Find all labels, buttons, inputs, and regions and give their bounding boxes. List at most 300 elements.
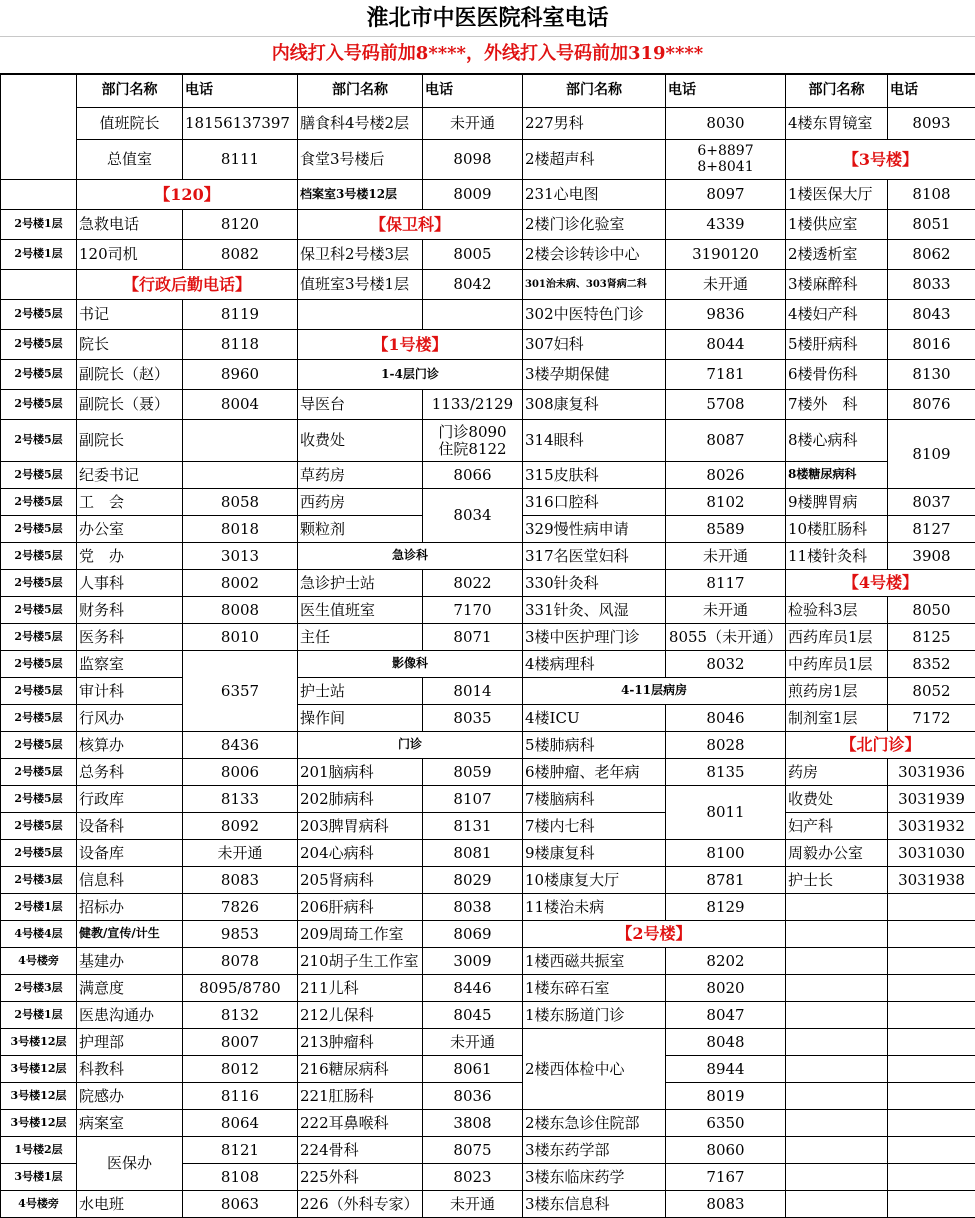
subsection-ward: 4-11层病房 <box>523 678 786 705</box>
blank-cell <box>888 1002 975 1029</box>
dept-name: 副院长（赵） <box>77 360 183 390</box>
phone-number: 7167 <box>666 1164 786 1191</box>
phone-number: 8064 <box>183 1110 298 1137</box>
dept-name: 317名医堂妇科 <box>523 543 666 570</box>
dept-name: 6楼骨伤科 <box>786 360 888 390</box>
dept-name: 医患沟通办 <box>77 1002 183 1029</box>
table-row <box>1 1110 975 1137</box>
dept-name: 3楼中医护理门诊 <box>523 624 666 651</box>
dept-name: 10楼肛肠科 <box>786 516 888 543</box>
dept-name: 1楼医保大厅 <box>786 180 888 210</box>
dept-name: 院感办 <box>77 1083 183 1110</box>
phone-number: 5708 <box>666 390 786 420</box>
table-row <box>1 813 975 840</box>
phone-number: 18156137397 <box>183 108 298 140</box>
dept-name: 212儿保科 <box>298 1002 423 1029</box>
dept-name: 满意度 <box>77 975 183 1002</box>
phone-number: 9853 <box>183 921 298 948</box>
phone-number: 7181 <box>666 360 786 390</box>
section-admin: 【行政后勤电话】 <box>77 270 298 300</box>
section-120: 【120】 <box>77 180 298 210</box>
dept-name: 病案室 <box>77 1110 183 1137</box>
dept-name: 11楼治未病 <box>523 894 666 921</box>
phone-number: 7170 <box>423 597 523 624</box>
location: 4号楼旁 <box>1 1191 77 1218</box>
phone-number: 8043 <box>888 300 975 330</box>
dept-name: 4楼ICU <box>523 705 666 732</box>
phone-number: 8107 <box>423 786 523 813</box>
dept-name: 3楼东信息科 <box>523 1191 666 1218</box>
dept-name: 草药房 <box>298 462 423 489</box>
location: 2号楼5层 <box>1 759 77 786</box>
phone-number: 8023 <box>423 1164 523 1191</box>
dept-name: 膳食科4号楼2层 <box>298 108 423 140</box>
location: 2号楼5层 <box>1 624 77 651</box>
blank-cell <box>786 1083 888 1110</box>
dept-name: 210胡子生工作室 <box>298 948 423 975</box>
dept-name: 3楼孕期保健 <box>523 360 666 390</box>
table-row <box>1 624 975 651</box>
phone-number: 8016 <box>888 330 975 360</box>
dept-name: 设备库 <box>77 840 183 867</box>
phone-number: 8082 <box>183 240 298 270</box>
table-row <box>1 1083 975 1110</box>
dept-name: 煎药房1层 <box>786 678 888 705</box>
dept-name: 审计科 <box>77 678 183 705</box>
dept-name: 4楼妇产科 <box>786 300 888 330</box>
dept-name: 211儿科 <box>298 975 423 1002</box>
dept-name: 7楼内七科 <box>523 813 666 840</box>
section-north-clinic: 【北门诊】 <box>786 732 975 759</box>
dept-name: 203脾胃病科 <box>298 813 423 840</box>
dept-name: 5楼肺病科 <box>523 732 666 759</box>
dept-name: 工 会 <box>77 489 183 516</box>
phone-number: 8026 <box>666 462 786 489</box>
location: 2号楼5层 <box>1 330 77 360</box>
location: 2号楼3层 <box>1 867 77 894</box>
subsection-1-4-clinic: 1-4层门诊 <box>298 360 523 390</box>
dept-name: 监察室 <box>77 651 183 678</box>
blank-cell <box>786 1110 888 1137</box>
phone-number: 8018 <box>183 516 298 543</box>
phone-number: 未开通 <box>666 270 786 300</box>
dept-name: 225外科 <box>298 1164 423 1191</box>
phone-number: 6350 <box>666 1110 786 1137</box>
col-header-phone: 电话 <box>423 75 523 108</box>
location: 2号楼5层 <box>1 678 77 705</box>
dept-name: 7楼外 科 <box>786 390 888 420</box>
phone-number: 8002 <box>183 570 298 597</box>
phone-number: 8030 <box>666 108 786 140</box>
phone-number: 8032 <box>666 651 786 678</box>
phone-number: 7172 <box>888 705 975 732</box>
phone-number: 8087 <box>666 420 786 462</box>
table-row <box>1 270 975 300</box>
dept-name: 科教科 <box>77 1056 183 1083</box>
phone-number: 8202 <box>666 948 786 975</box>
col-header-phone: 电话 <box>666 75 786 108</box>
blank-cell <box>298 300 423 330</box>
phone-number: 3031939 <box>888 786 975 813</box>
dept-name: 1楼东肠道门诊 <box>523 1002 666 1029</box>
phone-number: 8116 <box>183 1083 298 1110</box>
blank-cell <box>183 420 298 462</box>
phone-number: 8127 <box>888 516 975 543</box>
dept-name: 204心病科 <box>298 840 423 867</box>
phone-number: 未开通 <box>423 108 523 140</box>
location: 2号楼5层 <box>1 543 77 570</box>
dept-name: 2楼门诊化验室 <box>523 210 666 240</box>
phone-number: 8102 <box>666 489 786 516</box>
phone-number: 8108 <box>888 180 975 210</box>
dept-name: 操作间 <box>298 705 423 732</box>
blank-cell <box>888 1164 975 1191</box>
phone-number: 8076 <box>888 390 975 420</box>
location: 4号楼4层 <box>1 921 77 948</box>
phone-number: 8042 <box>423 270 523 300</box>
dept-name: 收费处 <box>786 786 888 813</box>
blank-cell <box>786 894 888 921</box>
blank-cell <box>1 180 77 210</box>
table-row <box>1 921 975 948</box>
dept-name: 党 办 <box>77 543 183 570</box>
table-row <box>1 597 975 624</box>
dept-name: 8楼糖尿病科 <box>786 462 888 489</box>
phone-number: 8051 <box>888 210 975 240</box>
dept-name: 205肾病科 <box>298 867 423 894</box>
page-title: 淮北市中医医院科室电话 <box>0 0 975 37</box>
phone-number: 3808 <box>423 1110 523 1137</box>
dept-name: 202肺病科 <box>298 786 423 813</box>
phone-number: 8009 <box>423 180 523 210</box>
page-subtitle: 内线打入号码前加8****，外线打入号码前加319**** <box>0 37 975 74</box>
dept-name: 307妇科 <box>523 330 666 360</box>
dept-name: 331针灸、风湿 <box>523 597 666 624</box>
phone-number: 未开通 <box>183 840 298 867</box>
table-row <box>1 840 975 867</box>
subsection-clinic: 门诊 <box>298 732 523 759</box>
table-header-row <box>1 75 975 108</box>
dept-name: 总值室 <box>77 140 183 180</box>
location: 2号楼5层 <box>1 705 77 732</box>
phone-number: 6357 <box>183 651 298 732</box>
phone-number: 3031932 <box>888 813 975 840</box>
section-security: 【保卫科】 <box>298 210 523 240</box>
phone-number: 未开通 <box>666 597 786 624</box>
table-row <box>1 462 975 489</box>
table-row <box>1 759 975 786</box>
dept-name: 231心电图 <box>523 180 666 210</box>
dept-name: 副院长 <box>77 420 183 462</box>
location: 2号楼5层 <box>1 300 77 330</box>
phone-number: 8095/8780 <box>183 975 298 1002</box>
dept-name: 收费处 <box>298 420 423 462</box>
dept-name: 设备科 <box>77 813 183 840</box>
dept-name: 周毅办公室 <box>786 840 888 867</box>
phone-number: 1133/2129 <box>423 390 523 420</box>
table-row <box>1 180 975 210</box>
phone-number: 8129 <box>666 894 786 921</box>
phone-number: 8036 <box>423 1083 523 1110</box>
phone-number: 8132 <box>183 1002 298 1029</box>
dept-name: 纪委书记 <box>77 462 183 489</box>
location: 3号楼1层 <box>1 1164 77 1191</box>
table-row <box>1 300 975 330</box>
dept-name: 行风办 <box>77 705 183 732</box>
dept-name: 213肿瘤科 <box>298 1029 423 1056</box>
dept-name: 2楼西体检中心 <box>523 1029 666 1110</box>
phone-number: 8960 <box>183 360 298 390</box>
table-row <box>1 240 975 270</box>
location: 3号楼12层 <box>1 1110 77 1137</box>
phone-number: 门诊8090 住院8122 <box>423 420 523 462</box>
dept-name: 导医台 <box>298 390 423 420</box>
phone-number: 8045 <box>423 1002 523 1029</box>
dept-name: 216糖尿病科 <box>298 1056 423 1083</box>
blank-cell <box>786 1191 888 1218</box>
table-row <box>1 786 975 813</box>
phone-number: 8060 <box>666 1137 786 1164</box>
dept-name: 制剂室1层 <box>786 705 888 732</box>
dept-name: 颗粒剂 <box>298 516 423 543</box>
phone-number: 8093 <box>888 108 975 140</box>
location: 2号楼5层 <box>1 651 77 678</box>
dept-name: 227男科 <box>523 108 666 140</box>
blank-cell <box>888 1137 975 1164</box>
col-header-dept: 部门名称 <box>786 75 888 108</box>
phone-number: 8005 <box>423 240 523 270</box>
location: 2号楼5层 <box>1 360 77 390</box>
phone-number: 8020 <box>666 975 786 1002</box>
dept-name: 1楼西磁共振室 <box>523 948 666 975</box>
phone-number: 8047 <box>666 1002 786 1029</box>
phone-number: 8078 <box>183 948 298 975</box>
phone-number: 3908 <box>888 543 975 570</box>
blank-cell <box>786 1137 888 1164</box>
phone-number: 8063 <box>183 1191 298 1218</box>
dept-name: 行政库 <box>77 786 183 813</box>
table-row <box>1 705 975 732</box>
phone-number: 8048 <box>666 1029 786 1056</box>
phone-number: 8130 <box>888 360 975 390</box>
dept-name: 224骨科 <box>298 1137 423 1164</box>
table-row <box>1 360 975 390</box>
dept-name: 2楼会诊转诊中心 <box>523 240 666 270</box>
table-row <box>1 543 975 570</box>
location: 2号楼5层 <box>1 462 77 489</box>
phone-number: 8012 <box>183 1056 298 1083</box>
phone-directory-table <box>0 74 975 1218</box>
table-row <box>1 975 975 1002</box>
blank-cell <box>183 462 298 489</box>
table-row <box>1 651 975 678</box>
phone-number: 8044 <box>666 330 786 360</box>
section-1hao-lou: 【1号楼】 <box>298 330 523 360</box>
phone-number: 8083 <box>666 1191 786 1218</box>
blank-cell <box>888 1056 975 1083</box>
phone-number: 8121 <box>183 1137 298 1164</box>
dept-name: 招标办 <box>77 894 183 921</box>
dept-name: 医保办 <box>77 1137 183 1191</box>
table-row <box>1 1002 975 1029</box>
dept-name: 329慢性病申请 <box>523 516 666 543</box>
table-row <box>1 1191 975 1218</box>
dept-name: 西药库员1层 <box>786 624 888 651</box>
blank-cell <box>786 948 888 975</box>
phone-number: 8035 <box>423 705 523 732</box>
phone-number: 8131 <box>423 813 523 840</box>
dept-name: 办公室 <box>77 516 183 543</box>
dept-name: 206肝病科 <box>298 894 423 921</box>
table-row <box>1 330 975 360</box>
dept-name: 314眼科 <box>523 420 666 462</box>
dept-name: 10楼康复大厅 <box>523 867 666 894</box>
col-header-dept: 部门名称 <box>523 75 666 108</box>
dept-name: 3楼东药学部 <box>523 1137 666 1164</box>
phone-number: 8071 <box>423 624 523 651</box>
dept-name: 8楼心病科 <box>786 420 888 462</box>
table-row <box>1 1137 975 1164</box>
phone-number: 8028 <box>666 732 786 759</box>
dept-name: 4楼东胃镜室 <box>786 108 888 140</box>
phone-number: 8059 <box>423 759 523 786</box>
dept-name: 1楼东碎石室 <box>523 975 666 1002</box>
phone-number: 3009 <box>423 948 523 975</box>
location: 2号楼5层 <box>1 390 77 420</box>
dept-name: 护士长 <box>786 867 888 894</box>
dept-name: 西药房 <box>298 489 423 516</box>
dept-name: 226（外科专家） <box>298 1191 423 1218</box>
table-row <box>1 678 975 705</box>
phone-number: 8034 <box>423 489 523 543</box>
dept-name: 核算办 <box>77 732 183 759</box>
phone-number: 8029 <box>423 867 523 894</box>
blank-cell <box>786 1164 888 1191</box>
phone-number: 3031936 <box>888 759 975 786</box>
dept-name: 5楼肝病科 <box>786 330 888 360</box>
dept-name: 护理部 <box>77 1029 183 1056</box>
location: 3号楼12层 <box>1 1083 77 1110</box>
dept-name: 11楼针灸科 <box>786 543 888 570</box>
table-row <box>1 108 975 140</box>
dept-name: 医务科 <box>77 624 183 651</box>
table-row <box>1 1056 975 1083</box>
phone-number: 3031030 <box>888 840 975 867</box>
phone-number: 8062 <box>888 240 975 270</box>
dept-name: 检验科3层 <box>786 597 888 624</box>
phone-number: 8117 <box>666 570 786 597</box>
phone-number: 8109 <box>888 420 975 489</box>
table-row <box>1 570 975 597</box>
dept-name: 书记 <box>77 300 183 330</box>
phone-number: 8022 <box>423 570 523 597</box>
phone-number: 8066 <box>423 462 523 489</box>
phone-number: 3031938 <box>888 867 975 894</box>
table-row <box>1 948 975 975</box>
blank-cell <box>888 894 975 921</box>
phone-number: 8069 <box>423 921 523 948</box>
phone-number: 8446 <box>423 975 523 1002</box>
blank-cell <box>423 300 523 330</box>
phone-number: 8135 <box>666 759 786 786</box>
dept-name: 食堂3号楼后 <box>298 140 423 180</box>
table-row <box>1 894 975 921</box>
dept-name: 1楼供应室 <box>786 210 888 240</box>
blank-cell <box>888 1029 975 1056</box>
dept-name: 值班院长 <box>77 108 183 140</box>
phone-number: 8075 <box>423 1137 523 1164</box>
phone-number: 8083 <box>183 867 298 894</box>
location: 2号楼1层 <box>1 894 77 921</box>
dept-name: 6楼肿瘤、老年病 <box>523 759 666 786</box>
dept-name: 值班室3号楼1层 <box>298 270 423 300</box>
location: 2号楼5层 <box>1 516 77 543</box>
phone-number: 8055（未开通） <box>666 624 786 651</box>
dept-name: 水电班 <box>77 1191 183 1218</box>
dept-name: 基建办 <box>77 948 183 975</box>
location: 2号楼5层 <box>1 786 77 813</box>
table-row <box>1 210 975 240</box>
blank-cell <box>1 270 77 300</box>
table-row <box>1 1029 975 1056</box>
phone-number: 8008 <box>183 597 298 624</box>
table-row <box>1 140 975 180</box>
dept-name: 2楼东急诊住院部 <box>523 1110 666 1137</box>
section-4hao-lou: 【4号楼】 <box>786 570 975 597</box>
phone-number: 8092 <box>183 813 298 840</box>
location: 4号楼旁 <box>1 948 77 975</box>
table-row <box>1 420 975 462</box>
table-row <box>1 390 975 420</box>
location: 2号楼5层 <box>1 420 77 462</box>
blank-cell <box>888 948 975 975</box>
dept-name: 120司机 <box>77 240 183 270</box>
subsection-imaging: 影像科 <box>298 651 523 678</box>
blank-cell <box>786 921 888 948</box>
phone-number: 8781 <box>666 867 786 894</box>
phone-number: 8033 <box>888 270 975 300</box>
phone-number: 8120 <box>183 210 298 240</box>
section-2hao-lou: 【2号楼】 <box>523 921 786 948</box>
location: 2号楼1层 <box>1 210 77 240</box>
phone-number: 8010 <box>183 624 298 651</box>
dept-name: 财务科 <box>77 597 183 624</box>
blank-cell <box>888 1083 975 1110</box>
dept-name: 医生值班室 <box>298 597 423 624</box>
dept-name: 护士站 <box>298 678 423 705</box>
dept-name: 药房 <box>786 759 888 786</box>
phone-number: 8081 <box>423 840 523 867</box>
phone-number: 8352 <box>888 651 975 678</box>
phone-number: 8118 <box>183 330 298 360</box>
phone-number: 8050 <box>888 597 975 624</box>
subsection-emergency: 急诊科 <box>298 543 523 570</box>
phone-number: 未开通 <box>423 1191 523 1218</box>
phone-number: 未开通 <box>666 543 786 570</box>
dept-name: 2楼超声科 <box>523 140 666 180</box>
phone-number: 4339 <box>666 210 786 240</box>
location: 3号楼12层 <box>1 1029 77 1056</box>
phone-number: 8006 <box>183 759 298 786</box>
phone-number: 6+8897 8+8041 <box>666 140 786 180</box>
phone-number: 9836 <box>666 300 786 330</box>
col-header-dept: 部门名称 <box>298 75 423 108</box>
blank-cell <box>786 1002 888 1029</box>
phone-number: 8038 <box>423 894 523 921</box>
phone-number: 8111 <box>183 140 298 180</box>
dept-name: 308康复科 <box>523 390 666 420</box>
phone-number: 8007 <box>183 1029 298 1056</box>
